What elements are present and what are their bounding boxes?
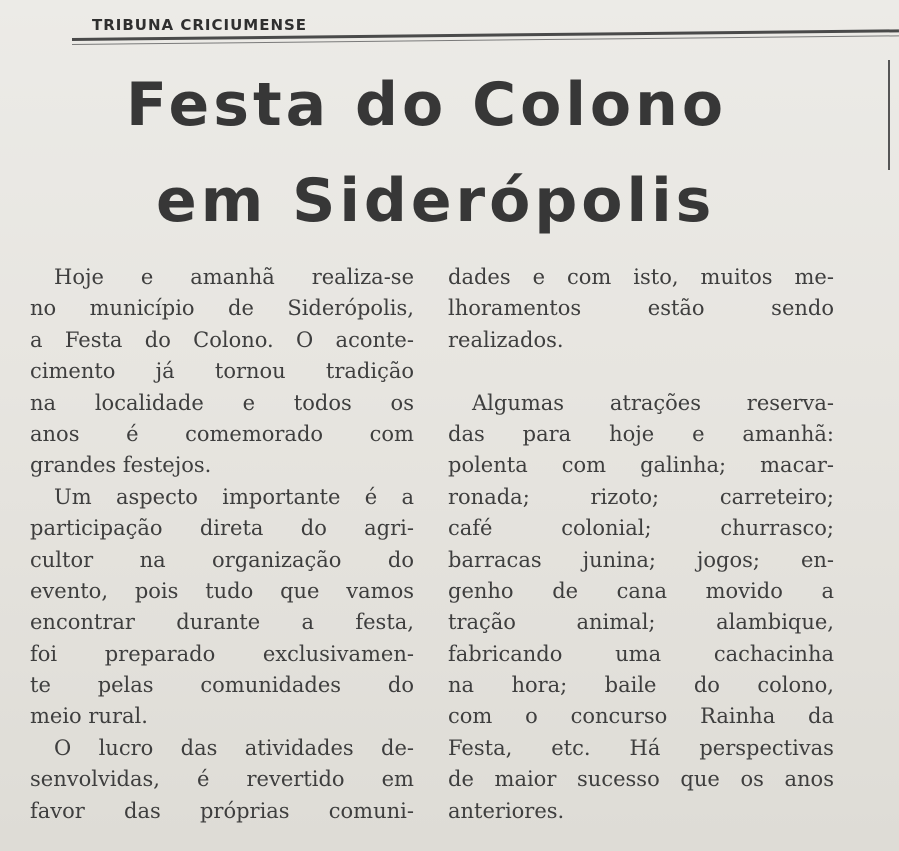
text-line: participação direta do agri- <box>30 516 414 541</box>
text-line: Festa, etc. Há perspectivas <box>448 735 834 760</box>
text-line: Algumas atrações reserva- <box>472 390 834 415</box>
text-line: anteriores. <box>448 798 565 823</box>
text-line: cimento já tornou tradição <box>30 359 414 384</box>
text-line: O lucro das atividades de- <box>54 735 414 760</box>
text-line: a Festa do Colono. O aconte- <box>30 327 414 352</box>
article-column-left <box>30 262 414 827</box>
text-line: lhoramentos estão sendo <box>448 296 834 321</box>
text-line: senvolvidas, é revertido em <box>30 767 414 792</box>
text-line: tração animal; alambique, <box>448 610 834 635</box>
text-line: Um aspecto importante é a <box>54 484 414 509</box>
headline-line-2: em Siderópolis <box>156 166 716 236</box>
text-line: cultor na organização do <box>30 547 414 572</box>
headline-line-1: Festa do Colono <box>126 70 728 140</box>
text-line: te pelas comunidades do <box>30 673 414 698</box>
text-line: com o concurso Rainha da <box>448 704 834 729</box>
text-line: foi preparado exclusivamen- <box>30 641 414 666</box>
text-line: encontrar durante a festa, <box>30 610 414 635</box>
text-line: na localidade e todos os <box>30 390 414 415</box>
paragraph-gap <box>448 356 834 387</box>
text-line: Hoje e amanhã realiza-se <box>54 265 414 289</box>
text-line: favor das próprias comuni- <box>30 798 414 823</box>
text-line: anos é comemorado com <box>30 421 414 446</box>
text-line: grandes festejos. <box>30 453 212 478</box>
article-column-right <box>448 262 834 827</box>
text-line: no município de Siderópolis, <box>30 296 414 321</box>
text-line: de maior sucesso que os anos <box>448 767 834 792</box>
text-line: meio rural. <box>30 704 148 729</box>
text-line: barracas junina; jogos; en- <box>448 547 834 572</box>
publication-header: TRIBUNA CRICIUMENSE <box>92 16 308 34</box>
text-line: fabricando uma cachacinha <box>448 641 834 666</box>
text-line: evento, pois tudo que vamos <box>30 578 414 603</box>
text-line: dades e com isto, muitos me- <box>448 265 834 289</box>
text-line: genho de cana movido a <box>448 578 834 603</box>
text-line: na hora; baile do colono, <box>448 673 834 698</box>
text-line: das para hoje e amanhã: <box>448 421 834 446</box>
text-line: café colonial; churrasco; <box>448 516 834 541</box>
text-line: ronada; rizoto; carreteiro; <box>448 484 834 509</box>
text-line: realizados. <box>448 327 564 352</box>
text-line: polenta com galinha; macar- <box>448 453 834 478</box>
